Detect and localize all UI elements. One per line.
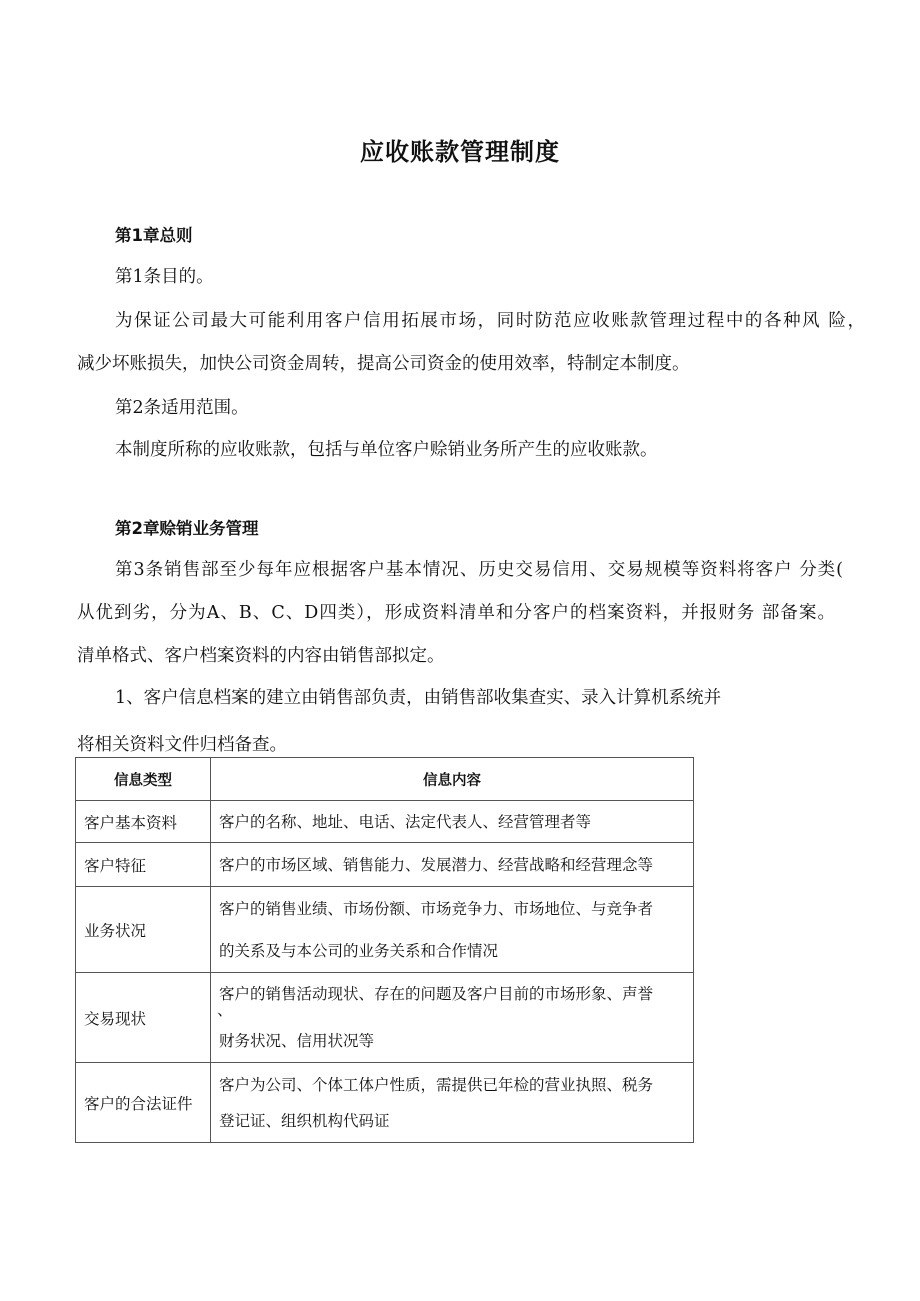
item1-line1: 1、客户信息档案的建立由销售部负责，由销售部收集查实、录入计算机系统并 (115, 688, 722, 708)
table-cell-type: 业务状况 (76, 887, 211, 973)
content-line: 客户的名称、地址、电话、法定代表人、经营管理者等 (219, 812, 592, 831)
table-header-content: 信息内容 (211, 758, 694, 801)
table-cell-content (211, 973, 694, 1063)
table-cell-content (211, 843, 694, 887)
table-cell-content (211, 887, 694, 973)
content-line: 的关系及与本公司的业务关系和合作情况 (219, 941, 499, 960)
content-line: 客户为公司、个体工体户性质，需提供已年检的营业执照、税务 (219, 1075, 654, 1094)
content-line: 财务状况、信用状况等 (219, 1031, 375, 1050)
article2-title: 第2条适用范围。 (115, 398, 249, 418)
table-cell-content (211, 801, 694, 843)
content-line: 登记证、组织机构代码证 (219, 1111, 390, 1130)
content-line: 客户的销售活动现状、存在的问题及客户目前的市场形象、声誉 (219, 984, 654, 1003)
table-row (76, 973, 694, 1063)
table-header-row (76, 758, 694, 801)
article3-line2: 从优到劣，分为A、B、C、D四类），形成资料清单和分客户的档案资料，并报财务 部备案。 (77, 603, 835, 623)
customer-info-table (75, 757, 694, 1143)
table-row (76, 887, 694, 973)
table-cell-content (211, 1063, 694, 1143)
table-row (76, 801, 694, 843)
page-title: 应收账款管理制度 (360, 138, 560, 166)
content-line: 、 (217, 1000, 233, 1019)
table-row (76, 843, 694, 887)
chapter2-heading: 第2章赊销业务管理 (115, 519, 259, 538)
item1-line2: 将相关资料文件归档备查。 (77, 735, 287, 755)
table-header-type: 信息类型 (76, 758, 211, 801)
table-cell-type: 客户基本资料 (76, 801, 211, 843)
article1-title: 第1条目的。 (115, 267, 214, 287)
article1-line2: 减少坏账损失，加快公司资金周转，提高公司资金的使用效率，特制定本制度。 (77, 354, 690, 374)
article3-line3: 清单格式、客户档案资料的内容由销售部拟定。 (77, 646, 445, 666)
article2-text: 本制度所称的应收账款，包括与单位客户赊销业务所产生的应收账款。 (115, 440, 658, 460)
table-cell-type: 客户特征 (76, 843, 211, 887)
article3-line1: 第3条销售部至少每年应根据客户基本情况、历史交易信用、交易规模等资料将客户 分类( (115, 560, 843, 580)
content-line: 客户的市场区域、销售能力、发展潜力、经营战略和经营理念等 (219, 855, 654, 874)
table-cell-type: 交易现状 (76, 973, 211, 1063)
content-line: 客户的销售业绩、市场份额、市场竞争力、市场地位、与竞争者 (219, 899, 654, 918)
chapter1-heading: 第1章总则 (115, 226, 193, 245)
article1-line1: 为保证公司最大可能利用客户信用拓展市场，同时防范应收账款管理过程中的各种风 险， (115, 311, 865, 331)
table-cell-type: 客户的合法证件 (76, 1063, 211, 1143)
table-row (76, 1063, 694, 1143)
